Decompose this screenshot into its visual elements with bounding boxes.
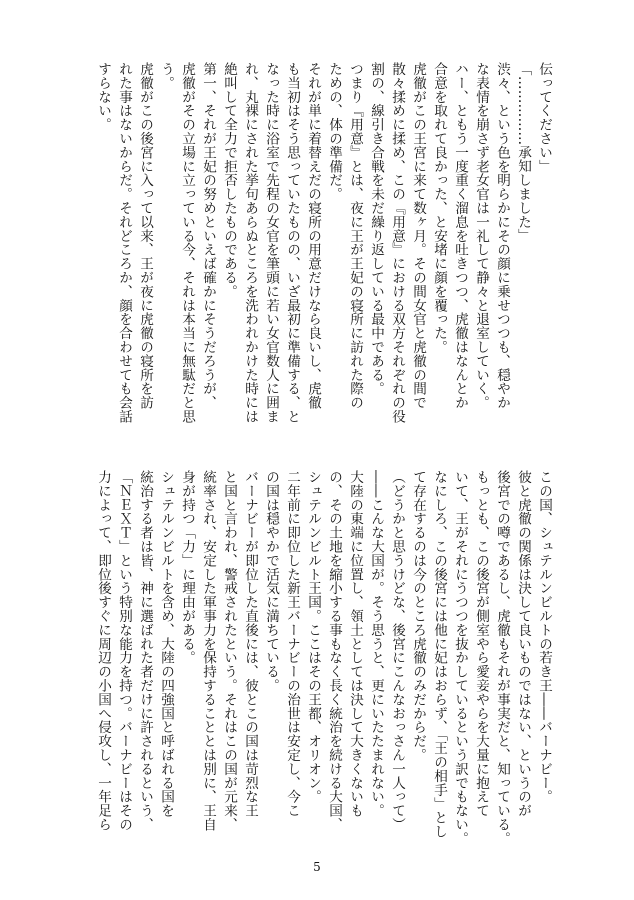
text-column: 虎徹がこの後宮に入って以来、王が夜に虎徹の寝所を訪 xyxy=(137,62,153,410)
text-column: 「ＮＥＸＴ」という特別な能力を持つ。バーナビーはその xyxy=(116,470,132,832)
text-column: れ、丸裸にされた挙句あらぬところを洗われかけた時には xyxy=(242,62,258,424)
text-column: ハー、ともう一度重く溜息を吐きつつ、虎徹はなんとか xyxy=(452,62,468,410)
text-column: と国と言われ、警戒されたという。それはこの国が元来、 xyxy=(221,470,237,832)
text-column: それが単に着替えだの寝所の用意だけなら良いし、虎徹 xyxy=(305,62,321,410)
text-column: 統率され、安定した軍事力を保持することとは別に、王自 xyxy=(200,470,216,832)
text-column: て存在するのは今のところ虎徹のみだからだ。 xyxy=(410,470,426,762)
text-column: 後宮での噂であるし、虎徹もそれが事実だと、知っている。 xyxy=(494,470,510,846)
text-column: 虎徹がこの王宮に来て数ヶ月。その間女官と虎徹の間で xyxy=(410,62,426,410)
text-column: の国は穏やかで活気に満ちている。 xyxy=(263,470,279,693)
text-column: ――こんな大国が。そう思うと、更にいたたまれない。 xyxy=(368,470,384,818)
text-column: 散々揉めに揉め、この『用意』における双方それぞれの役 xyxy=(389,62,405,424)
text-column: 第一、それが王妃の努めといえば確かにそうだろうが、 xyxy=(200,62,216,410)
text-column: （どうかと思うけどな、後宮にこんなおっさん一人って） xyxy=(389,470,405,832)
text-column: 合意を取れて良かった、と安堵に顔を覆った。 xyxy=(431,62,447,354)
text-column: 身が持つ「力」に理由がある。 xyxy=(179,470,195,665)
text-column: れた事はないからだ。それどころか、顔を合わせても会話 xyxy=(116,62,132,424)
page-number: 5 xyxy=(313,860,321,874)
text-column: シュテルンビルトを含め、大陸の四強国と呼ばれる国を xyxy=(158,470,174,818)
text-column: な表情を崩さず老女官は一礼して静々と退室していく。 xyxy=(473,62,489,410)
text-column: 大陸の東端に位置し、領土としては決して大きくないも xyxy=(347,470,363,818)
text-column: 「……………承知しました」 xyxy=(515,62,531,243)
text-column: シュテルンビルト王国。ここはその王都、オリオン。 xyxy=(305,470,321,804)
text-column: 力によって、即位後すぐに周辺の小国へ侵攻し、一年足ら xyxy=(95,470,111,832)
text-column: なにしろ、この後宮には他に妃はおらず、「王の相手」とし xyxy=(431,470,447,839)
text-column: 虎徹がその立場に立っている今、それは本当に無駄だと思 xyxy=(179,62,195,424)
text-column: 絶叫して全力で拒否したものである。 xyxy=(221,62,237,299)
text-column: なった時に浴室で先程の女官を筆頭に若い女官数人に囲ま xyxy=(263,62,279,424)
text-block-lower xyxy=(92,470,554,846)
text-column: この国、シュテルンビルトの若き王――バーナビー。 xyxy=(536,470,552,804)
text-column: バーナビーが即位した直後には、彼とこの国は苛烈な王 xyxy=(242,470,258,818)
text-column: いて、王がそれにうつつを抜かしているという訳でもない。 xyxy=(452,470,468,846)
text-column: 渋々、という色を明らかにその顔に乗せつつも、穏やか xyxy=(494,62,510,410)
text-column: 統治する者は皆、神に選ばれた者だけに許されるという、 xyxy=(137,470,153,832)
text-column: も当初はそう思っていたものの、いざ最初に準備する、と xyxy=(284,62,300,424)
text-column: の、その土地を縮小する事もなく長く統治を続ける大国、 xyxy=(326,470,342,832)
text-column: 二年前に即位した新王バーナビーの治世は安定し、今こ xyxy=(284,470,300,818)
text-block-upper xyxy=(92,62,554,432)
text-column: う。 xyxy=(158,62,174,90)
text-column: すらない。 xyxy=(95,62,111,132)
text-column: 彼と虎徹の関係は決して良いものではない、というのが xyxy=(515,470,531,818)
text-column: ための、体の準備だ。 xyxy=(326,62,342,201)
text-column: 割の、線引き合戦を未だ繰り返している最中である。 xyxy=(368,62,384,396)
text-column: 伝ってください」 xyxy=(536,62,552,174)
text-column: もっとも、この後宮が側室やら愛妾やらを大量に抱えて xyxy=(473,470,489,818)
text-column: つまり『用意』とは、夜に王が王妃の寝所に訪れた際の xyxy=(347,62,363,410)
